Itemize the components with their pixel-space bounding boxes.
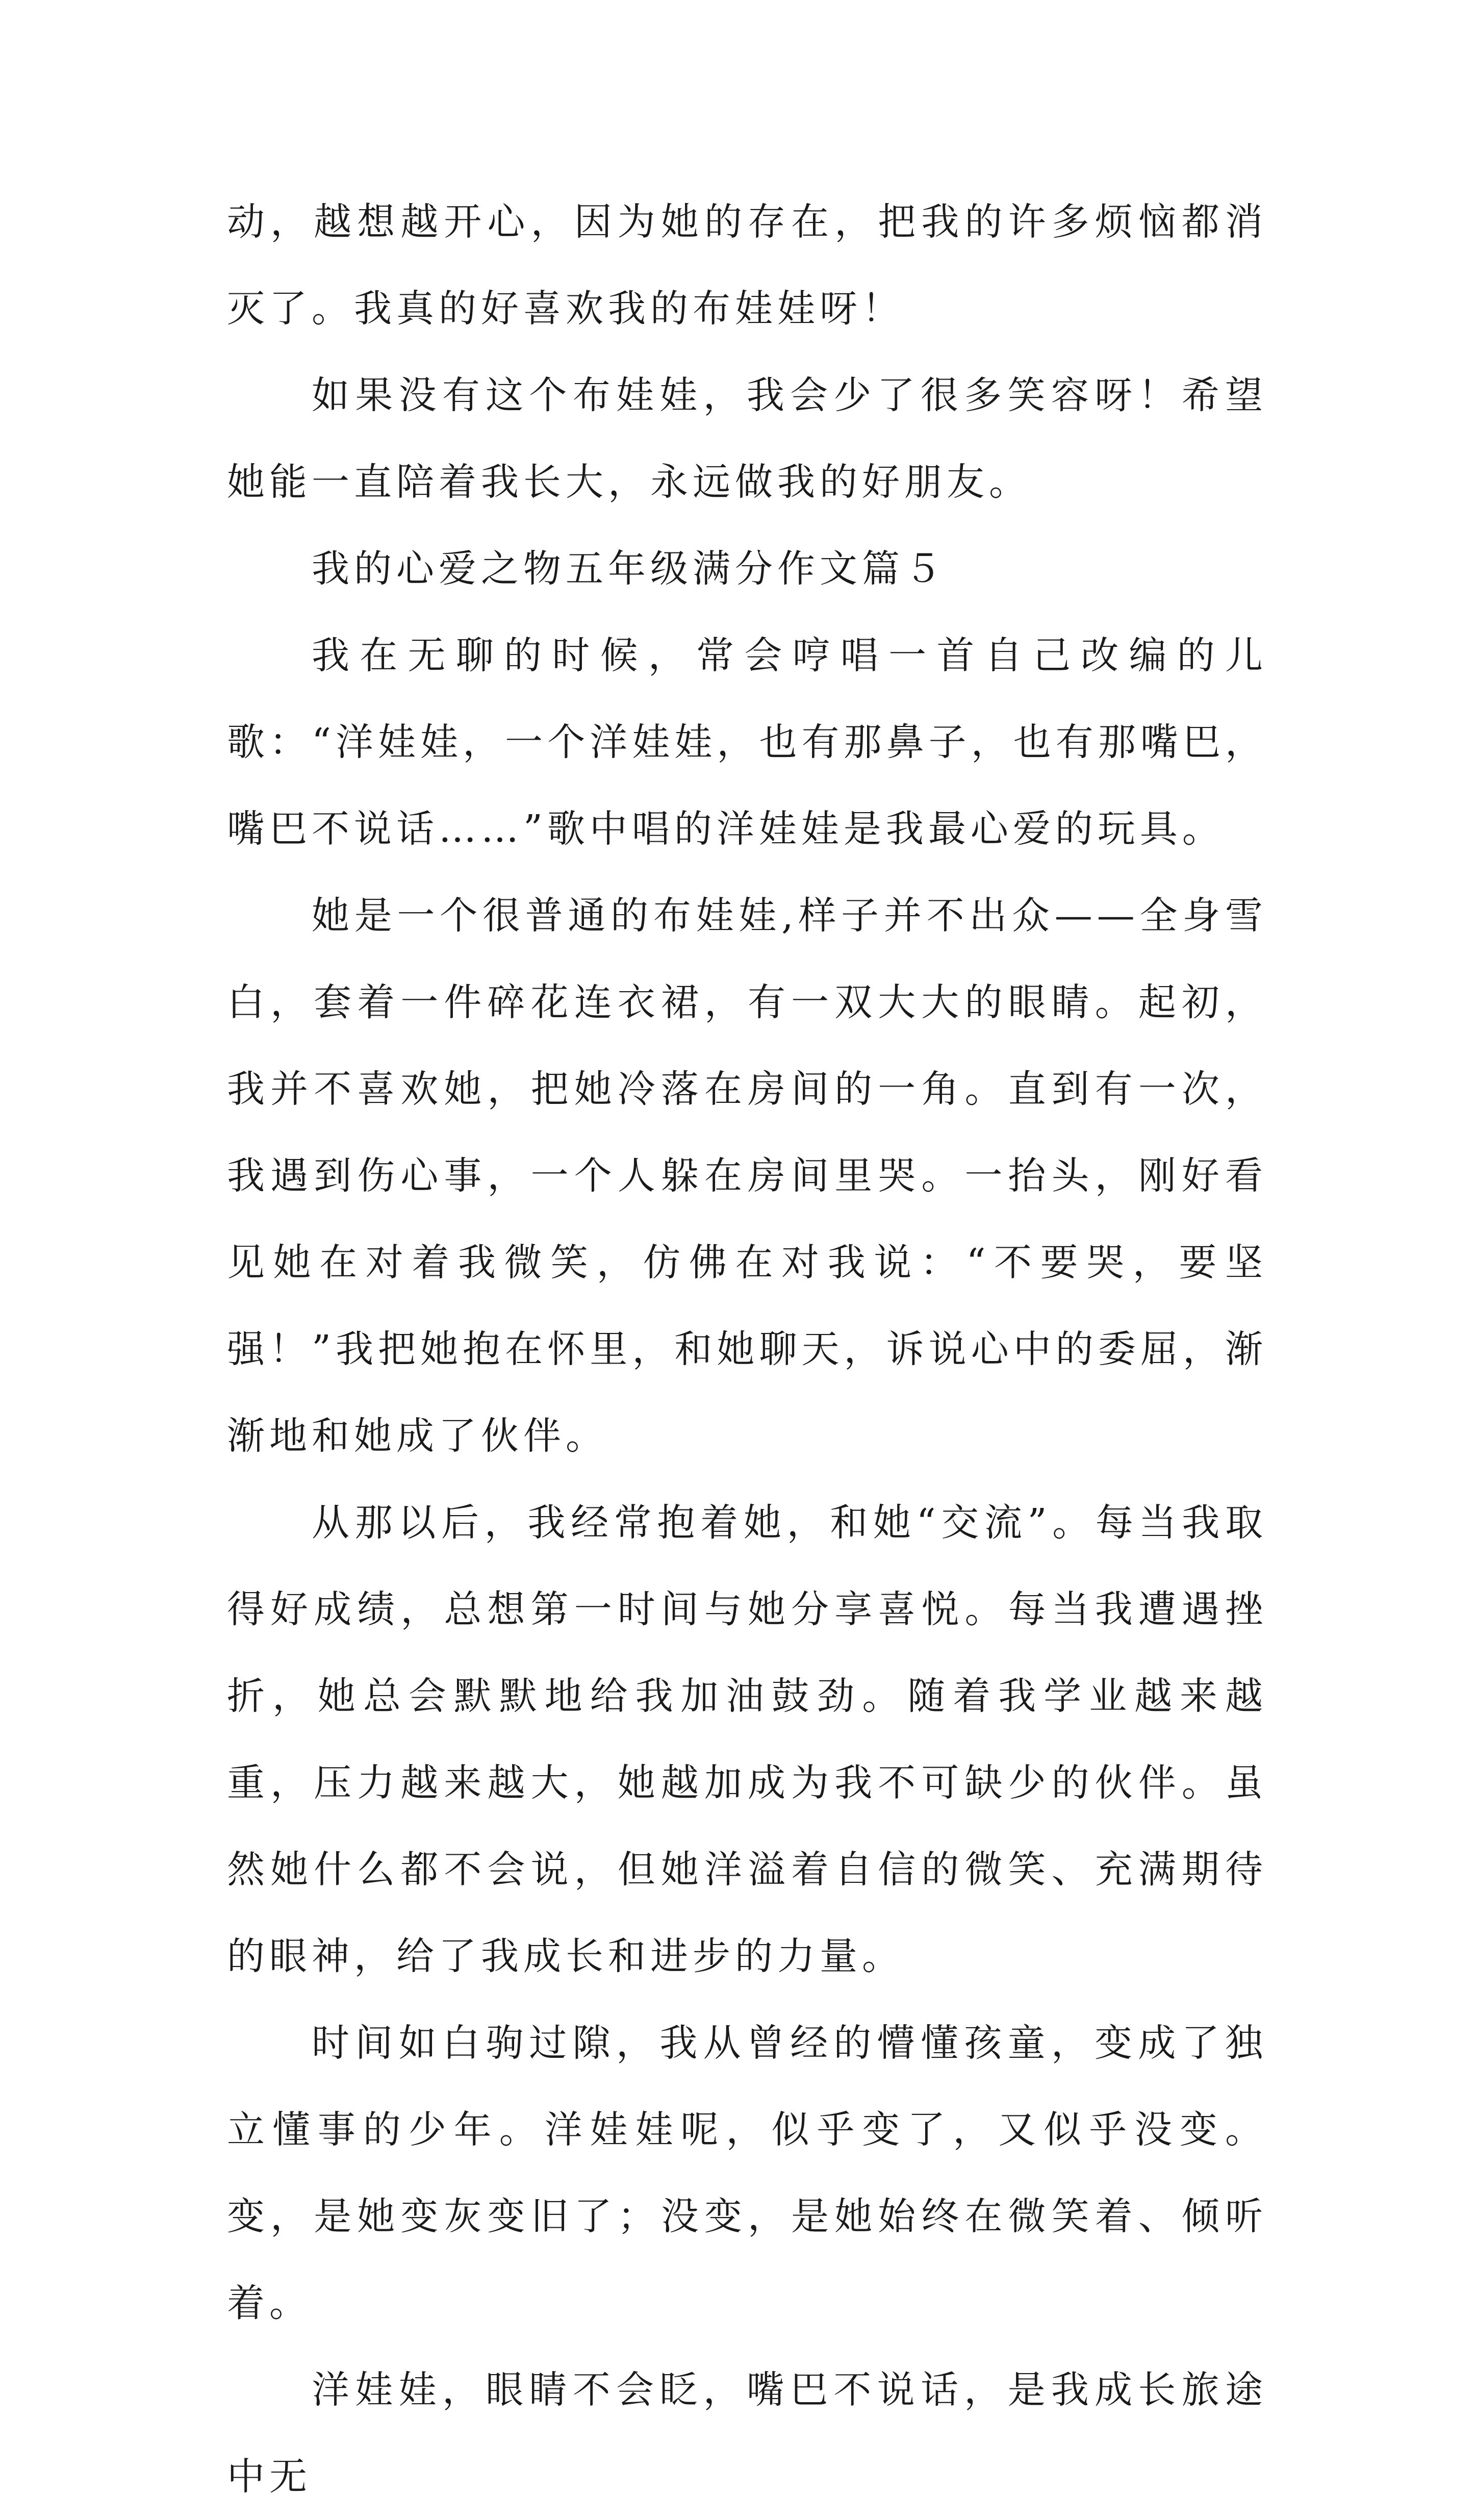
- paragraph: 时间如白驹过隙，我从曾经的懵懂孩童，变成了独立懂事的少年。洋娃娃呢，似乎变了，又似乎没变。变，是她变灰变旧了；没变，是她始终在微笑着、倾听着。: [227, 2021, 1267, 2325]
- essay-body: [227, 179, 1267, 2520]
- paragraph: 她是一个很普通的布娃娃,样子并不出众——全身雪白，套着一件碎花连衣裙，有一双大大的眼睛。起初，我并不喜欢她，把她冷落在房间的一角。直到有一次，我遇到伤心事，一个人躲在房间里哭。一抬头，刚好看见她在对着我微笑，仿佛在对我说：“不要哭，要坚强！”我把她抱在怀里，和她聊天，诉说心中的委屈，渐渐地和她成了伙伴。: [227, 894, 1267, 1458]
- paragraph-continuation: 动，越想越开心，因为她的存在，把我的许多烦恼都消灭了。我真的好喜欢我的布娃娃呀！: [227, 200, 1267, 331]
- paragraph: 从那以后，我经常抱着她，和她“交流”。每当我取得好成绩，总想第一时间与她分享喜悦。每当我遭遇挫折，她总会默默地给我加油鼓劲。随着我学业越来越重，压力越来越大，她越加成为我不可缺少的伙伴。虽然她什么都不会说，但她洋溢着自信的微笑、充满期待的眼神，给了我成长和进步的力量。: [227, 1501, 1267, 1978]
- paragraph: 我在无聊的时候，常会哼唱一首自己改编的儿歌：“洋娃娃，一个洋娃娃，也有那鼻子，也有那嘴巴，嘴巴不说话……”歌中唱的洋娃娃是我最心爱的玩具。: [227, 634, 1267, 851]
- essay-heading: 我的心爱之物五年级满分作文篇５: [312, 547, 947, 591]
- paragraph: 如果没有这个布娃娃，我会少了很多笑容呀！希望她能一直陪着我长大，永远做我的好朋友。: [227, 373, 1267, 504]
- paragraph-truncated: 洋娃娃，眼睛不会眨，嘴巴不说话，是我成长旅途中无: [227, 2368, 1267, 2499]
